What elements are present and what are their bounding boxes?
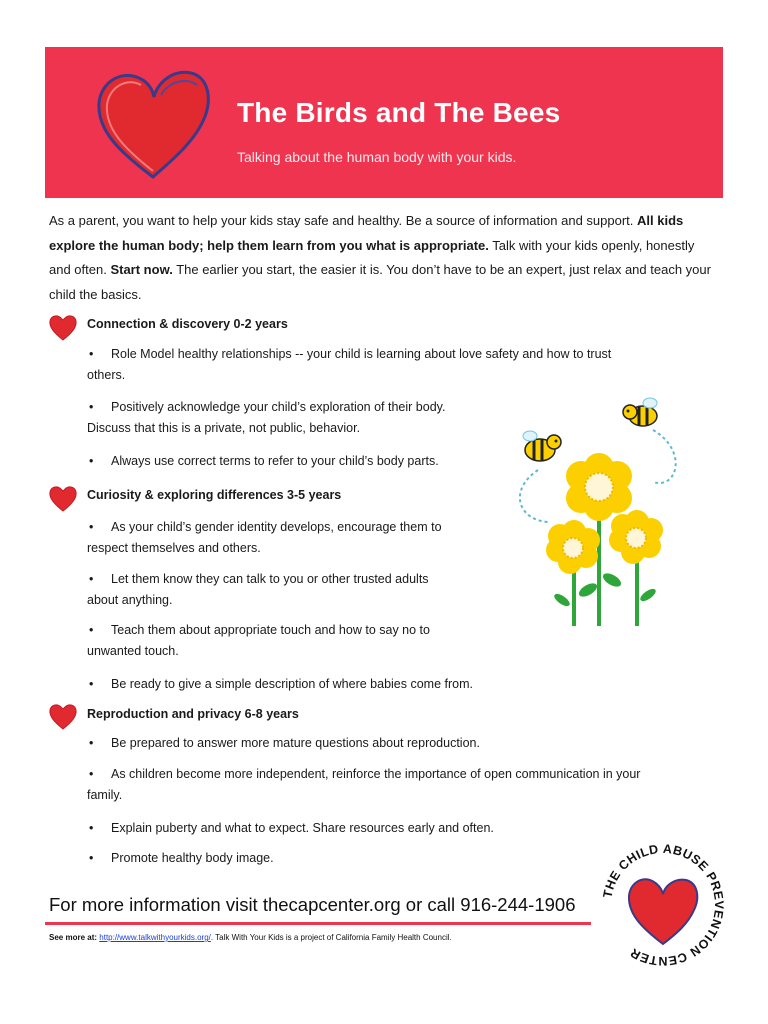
list-item xyxy=(87,620,487,662)
heart-icon xyxy=(47,701,79,731)
see-more-label: See more at: xyxy=(49,933,98,942)
list-item xyxy=(87,848,487,869)
bullet: • xyxy=(89,347,94,361)
bee-icon xyxy=(523,431,561,461)
flower-icon xyxy=(609,510,663,564)
list-item-text: Role Model healthy relationships -- your child is learning about love safety and how to trust xyxy=(111,347,612,361)
bullet: • xyxy=(89,400,94,414)
bullet: • xyxy=(89,520,94,534)
bullet: • xyxy=(89,677,94,691)
flower-icon xyxy=(566,453,632,521)
list-item-text: Always use correct terms to refer to your child’s body parts. xyxy=(111,454,439,468)
list-item-text-cont: others. xyxy=(87,368,126,382)
list-item xyxy=(87,517,487,559)
heart-icon xyxy=(47,483,79,513)
flower-icon xyxy=(546,520,600,574)
heart-icon xyxy=(47,312,79,342)
divider xyxy=(45,922,591,925)
bullet: • xyxy=(89,767,94,781)
list-item-text: Explain puberty and what to expect. Share resources early and often. xyxy=(111,821,494,835)
see-more-line xyxy=(49,933,452,942)
list-item-text: Teach them about appropriate touch and how to say no to xyxy=(111,623,430,637)
website-link[interactable]: http://www.talkwithyourkids.org/ xyxy=(99,933,211,942)
see-more-text: . Talk With Your Kids is a project of California Family Health Council. xyxy=(210,933,452,942)
page-title: The Birds and The Bees xyxy=(237,97,561,128)
bullet: • xyxy=(89,821,94,835)
list-item-text-cont: about anything. xyxy=(87,593,173,607)
list-item xyxy=(87,397,497,439)
flight-path xyxy=(520,470,548,522)
list-item xyxy=(87,344,687,386)
list-item-text-cont: Discuss that this is a private, not public, behavior. xyxy=(87,421,361,435)
intro-text-3: The earlier you start, the easier it is. You don’t have to be an expert, just relax and teach your child the basics. xyxy=(49,262,711,302)
section-heading: Connection & discovery 0-2 years xyxy=(87,317,288,331)
bullet: • xyxy=(89,736,94,750)
flowers-and-bees-illustration xyxy=(498,390,698,630)
list-item-text: Promote healthy body image. xyxy=(111,851,274,865)
contact-info: For more information visit thecapcenter.org or call 916-244-1906 xyxy=(49,894,576,915)
list-item-text-cont: unwanted touch. xyxy=(87,644,179,658)
list-item-text-cont: family. xyxy=(87,788,123,802)
intro-text-2: Talk with your kids openly, honestly and often. xyxy=(49,237,695,277)
logo-text: THE CHILD ABUSE PREVENTION CENTER xyxy=(600,841,727,969)
heart-icon xyxy=(91,65,215,185)
bullet: • xyxy=(89,572,94,586)
list-item-text: Let them know they can talk to you or other trusted adults xyxy=(111,572,429,586)
list-item xyxy=(87,569,487,611)
bullet: • xyxy=(89,454,94,468)
section-heading: Curiosity & exploring differences 3-5 years xyxy=(87,488,342,502)
child-abuse-prevention-center-logo xyxy=(598,840,728,970)
page-subtitle: Talking about the human body with your kids. xyxy=(237,149,517,165)
intro-text-1: As a parent, you want to help your kids stay safe and healthy. Be a source of information and support. xyxy=(49,213,637,228)
list-item xyxy=(87,818,687,839)
intro-bold-1: All kids explore the human body; help them learn from you what is appropriate. xyxy=(49,213,684,253)
list-item-text: As your child’s gender identity develops, encourage them to xyxy=(111,520,442,534)
flight-path xyxy=(653,430,676,483)
list-item xyxy=(87,764,717,806)
list-item xyxy=(87,451,507,472)
header-banner xyxy=(45,47,723,198)
list-item-text: Positively acknowledge your child’s exploration of their body. xyxy=(111,400,446,414)
list-item-text: As children become more independent, reinforce the importance of open communication in your xyxy=(111,767,641,781)
list-item xyxy=(87,733,687,754)
heart-icon xyxy=(629,879,697,944)
intro-bold-2: Start now. xyxy=(110,262,173,277)
list-item-text: Be prepared to answer more mature questions about reproduction. xyxy=(111,736,480,750)
list-item-text: Be ready to give a simple description of where babies come from. xyxy=(111,677,473,691)
bullet: • xyxy=(89,851,94,865)
section-heading: Reproduction and privacy 6-8 years xyxy=(87,707,299,721)
intro-paragraph xyxy=(49,209,719,307)
list-item xyxy=(87,674,547,695)
bullet: • xyxy=(89,623,94,637)
list-item-text-cont: respect themselves and others. xyxy=(87,541,261,555)
bee-icon xyxy=(623,398,657,426)
